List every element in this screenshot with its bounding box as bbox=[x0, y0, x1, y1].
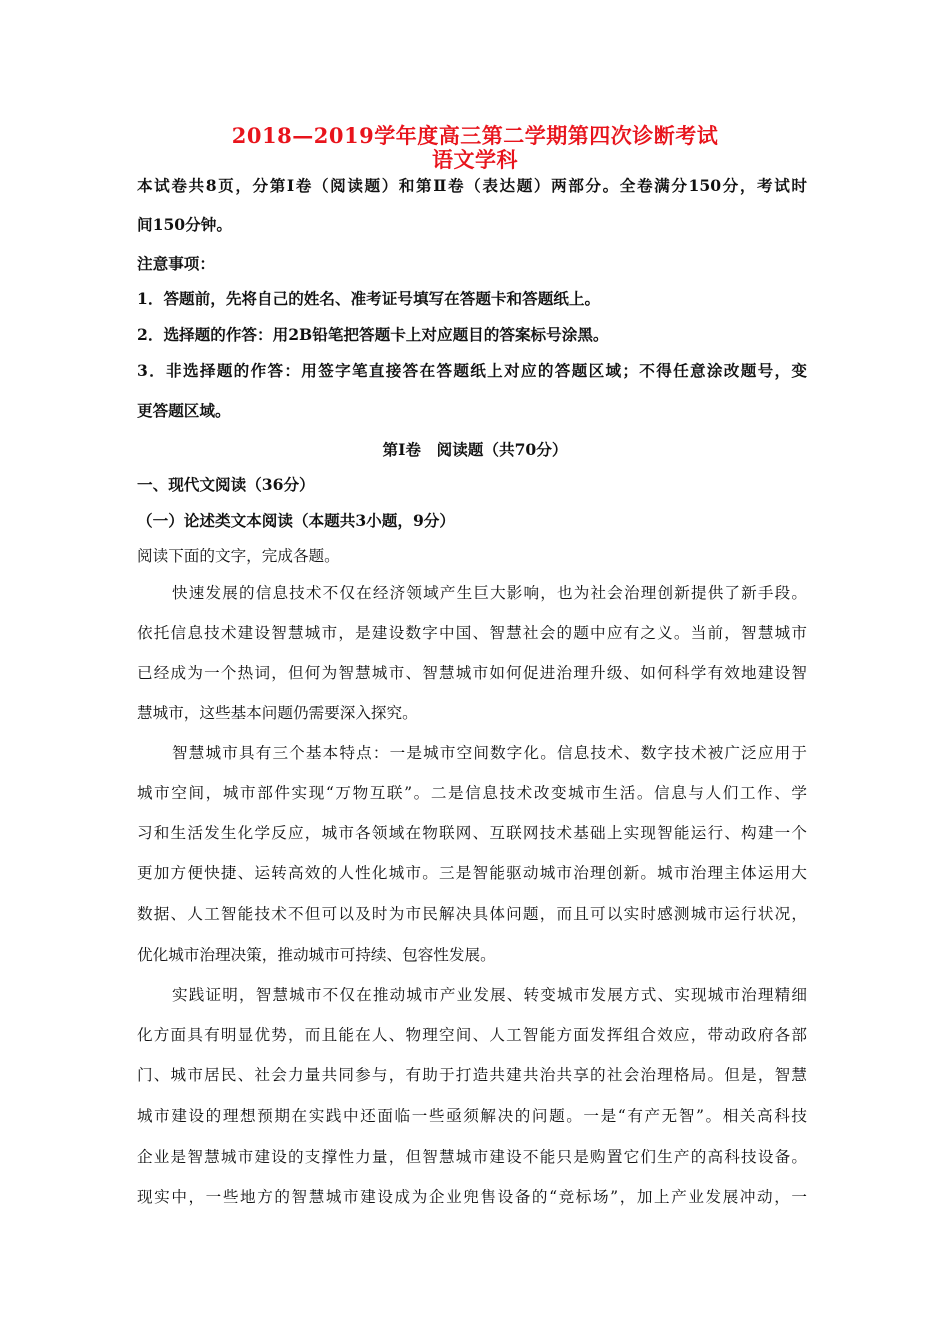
notes-heading: 注意事项： bbox=[137, 254, 215, 273]
paragraph-1-line: 已经成为一个热词，但何为智慧城市、智慧城市如何促进治理升级、如何科学有效地建设智 bbox=[137, 664, 807, 682]
section-heading: 一、现代文阅读（36分） bbox=[137, 475, 315, 494]
intro-line-1: 本试卷共8页，分第Ⅰ卷（阅读题）和第Ⅱ卷（表达题）两部分。全卷满分150分，考试时 bbox=[137, 176, 807, 195]
paragraph-1-line: 慧城市，这些基本问题仍需要深入探究。 bbox=[137, 704, 418, 722]
paragraph-2-line: 优化城市治理决策，推动城市可持续、包容性发展。 bbox=[137, 946, 496, 964]
intro-line-2: 间150分钟。 bbox=[137, 215, 232, 234]
paragraph-2-line: 数据、人工智能技术不但可以及时为市民解决具体问题，而且可以实时感测城市运行状况， bbox=[137, 905, 807, 923]
paragraph-2-line: 习和生活发生化学反应，城市各领域在物联网、互联网技术基础上实现智能运行、构建一个 bbox=[137, 824, 807, 842]
subsection-heading: （一）论述类文本阅读（本题共3小题，9分） bbox=[137, 511, 455, 530]
exam-subject: 语文学科 bbox=[432, 147, 518, 172]
notes-item-1: 1．答题前，先将自己的姓名、准考证号填写在答题卡和答题纸上。 bbox=[137, 289, 601, 308]
paragraph-3-line: 城市建设的理想预期在实践中还面临一些亟须解决的问题。一是“有产无智”。相关高科技 bbox=[137, 1107, 807, 1125]
exam-title: 2018—2019学年度高三第二学期第四次诊断考试 bbox=[231, 123, 719, 148]
paragraph-3-line: 实践证明，智慧城市不仅在推动城市产业发展、转变城市发展方式、实现城市治理精细 bbox=[172, 986, 807, 1004]
notes-item-3-line-1: 3．非选择题的作答：用签字笔直接答在答题纸上对应的答题区域；不得任意涂改题号，变 bbox=[137, 361, 807, 380]
paragraph-2-line: 城市空间，城市部件实现“万物互联”。二是信息技术改变城市生活。信息与人们工作、学 bbox=[137, 784, 807, 802]
paragraph-1-line: 依托信息技术建设智慧城市，是建设数字中国、智慧社会的题中应有之义。当前，智慧城市 bbox=[137, 624, 807, 642]
notes-item-2: 2．选择题的作答：用2B铅笔把答题卡上对应题目的答案标号涂黑。 bbox=[137, 325, 609, 344]
reading-instruction: 阅读下面的文字，完成各题。 bbox=[137, 547, 340, 565]
notes-item-3-line-2: 更答题区域。 bbox=[137, 401, 231, 420]
paragraph-2-line: 智慧城市具有三个基本特点：一是城市空间数字化。信息技术、数字技术被广泛应用于 bbox=[172, 744, 807, 762]
part-title: 第Ⅰ卷 阅读题（共70分） bbox=[382, 440, 568, 459]
paragraph-2-line: 更加方便快捷、运转高效的人性化城市。三是智能驱动城市治理创新。城市治理主体运用大 bbox=[137, 864, 807, 882]
paragraph-3-line: 化方面具有明显优势，而且能在人、物理空间、人工智能方面发挥组合效应，带动政府各部 bbox=[137, 1026, 807, 1044]
paragraph-3-line: 门、城市居民、社会力量共同参与，有助于打造共建共治共享的社会治理格局。但是，智慧 bbox=[137, 1066, 807, 1084]
paragraph-3-line: 企业是智慧城市建设的支撑性力量，但智慧城市建设不能只是购置它们生产的高科技设备。 bbox=[137, 1148, 807, 1166]
paragraph-1-line: 快速发展的信息技术不仅在经济领域产生巨大影响，也为社会治理创新提供了新手段。 bbox=[172, 584, 807, 602]
paragraph-3-line: 现实中，一些地方的智慧城市建设成为企业兜售设备的“竞标场”，加上产业发展冲动，一 bbox=[137, 1188, 807, 1206]
